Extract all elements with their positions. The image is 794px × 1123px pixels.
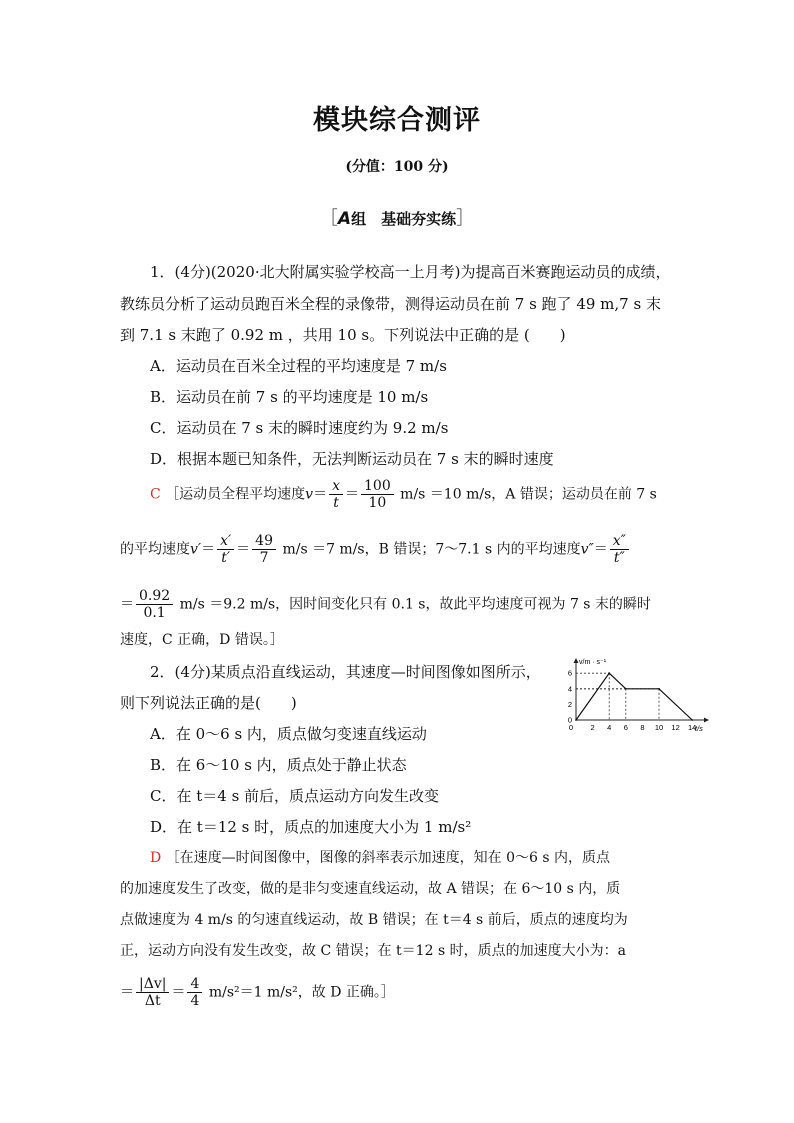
velocity-time-chart bbox=[560, 655, 710, 737]
q1-answer-line-3 bbox=[120, 588, 651, 621]
fraction-numerator: 49 bbox=[252, 533, 276, 550]
fraction-numerator: 4 bbox=[187, 976, 202, 993]
q2-option-c: C．在 t＝4 s 前后，质点运动方向发生改变 bbox=[150, 787, 440, 805]
x-axis-arrow bbox=[704, 718, 709, 723]
q2-answer-line-3: 点做速度为 4 m/s 的匀速直线运动，故 B 错误；在 t＝4 s 前后，质点的速度均为 bbox=[120, 912, 628, 928]
q2-answer-line-4: 正，运动方向没有发生改变，故 C 错误；在 t＝12 s 时，质点的加速度大小为：a bbox=[120, 943, 626, 959]
answer-text: m/s²＝1 m/s²，故 D 正确。］ bbox=[204, 984, 395, 1001]
equals-sign: ＝ bbox=[345, 486, 359, 503]
data-point bbox=[691, 719, 693, 721]
x-axis-label: t/s bbox=[695, 724, 703, 733]
q2-option-a: A．在 0～6 s 内，质点做匀变速直线运动 bbox=[150, 725, 427, 743]
q1-stem-line-3: 到 7.1 s 末跑了 0.92 m ，共用 10 s。下列说法中正确的是 ( ) bbox=[120, 326, 566, 344]
fraction bbox=[329, 478, 343, 511]
answer-text: 的平均速度 bbox=[120, 541, 190, 558]
y-tick-label: 2 bbox=[567, 699, 572, 709]
q1-answer-line-2 bbox=[120, 533, 631, 566]
equals-sign: ＝ bbox=[171, 984, 186, 1001]
fraction-denominator: t″ bbox=[613, 550, 625, 566]
q1-answer-line-4: 速度，C 正确，D 错误。］ bbox=[120, 632, 284, 648]
x-tick-label: 6 bbox=[623, 723, 628, 732]
fraction bbox=[610, 533, 629, 566]
x-tick-label: 4 bbox=[607, 723, 612, 732]
q2-stem-line-1: 2．(4分)某质点沿直线运动，其速度—时间图像如图所示， bbox=[150, 663, 541, 681]
q1-stem-line-1: 1．(4分)(2020·北大附属实验学校高一上月考)为提高百米赛跑运动员的成绩， bbox=[150, 263, 671, 281]
fraction-denominator: Δt bbox=[144, 993, 161, 1009]
page-title: 模块综合测评 bbox=[313, 105, 481, 136]
q1-option-a: A．运动员在百米全过程的平均速度是 7 m/s bbox=[150, 357, 447, 375]
q1-option-b: B．运动员在前 7 s 的平均速度是 10 m/s bbox=[150, 388, 429, 406]
y-tick-label: 0 bbox=[567, 715, 572, 725]
y-tick-label: 6 bbox=[567, 668, 572, 678]
data-point bbox=[575, 719, 577, 721]
fraction-numerator: x bbox=[329, 478, 343, 495]
q2-option-b: B．在 6～10 s 内，质点处于静止状态 bbox=[150, 756, 407, 774]
data-point bbox=[658, 688, 660, 690]
fraction-denominator: 4 bbox=[190, 993, 200, 1009]
answer-text: m/s ＝9.2 m/s，因时间变化只有 0.1 s，故此平均速度可视为 7 s 末的瞬时 bbox=[175, 596, 651, 613]
velocity-symbol: v′ bbox=[190, 541, 202, 558]
fraction bbox=[187, 976, 202, 1009]
y-axis-arrow bbox=[574, 658, 579, 663]
fraction bbox=[252, 533, 276, 566]
fraction-numerator: 100 bbox=[361, 478, 394, 495]
section-group: A bbox=[337, 209, 352, 229]
q2-stem-line-2: 则下列说法正确的是( ) bbox=[120, 694, 297, 712]
q1-stem-line-2: 教练员分析了运动员跑百米全程的录像带，测得运动员在前 7 s 跑了 49 m,7 s 末 bbox=[120, 295, 661, 313]
fraction bbox=[361, 478, 394, 511]
x-tick-label: 10 bbox=[654, 723, 664, 732]
x-tick-label: 0 bbox=[568, 723, 574, 732]
score-note: (分值：100 分) bbox=[345, 159, 449, 175]
q1-answer-text: ［运动员全程平均速度 bbox=[165, 486, 306, 503]
fraction bbox=[136, 976, 169, 1009]
q2-answer-letter: D bbox=[150, 850, 162, 866]
fraction-numerator: x″ bbox=[610, 533, 629, 550]
velocity-symbol: v bbox=[305, 486, 314, 503]
equals-sign: ＝ bbox=[120, 984, 134, 1001]
data-point bbox=[608, 672, 610, 674]
equals-sign: ＝ bbox=[236, 541, 251, 558]
q2-answer-line-2: 的加速度发生了改变，做的是非匀变速直线运动，故 A 错误；在 6～10 s 内，质 bbox=[120, 881, 621, 897]
q1-option-d: D．根据本题已知条件，无法判断运动员在 7 s 末的瞬时速度 bbox=[150, 450, 554, 468]
section-bracket-left: ［ bbox=[319, 208, 338, 229]
data-point bbox=[625, 688, 627, 690]
x-tick-label: 12 bbox=[671, 723, 680, 732]
section-heading bbox=[0, 204, 794, 230]
fraction bbox=[217, 533, 234, 566]
velocity-series-line bbox=[576, 673, 692, 720]
answer-text: ［在速度—时间图像中，图像的斜率表示加速度，知在 0～6 s 内，质点 bbox=[165, 850, 611, 866]
fraction-numerator: 0.92 bbox=[136, 588, 173, 605]
fraction-denominator: 0.1 bbox=[143, 605, 166, 621]
fraction-denominator: 10 bbox=[368, 495, 387, 511]
q2-option-d: D．在 t＝12 s 时，质点的加速度大小为 1 m/s² bbox=[150, 818, 472, 836]
equals-sign: ＝ bbox=[313, 486, 328, 503]
fraction bbox=[136, 588, 173, 621]
q2-answer-line-1 bbox=[150, 848, 610, 868]
section-bracket-right: ］ bbox=[456, 208, 475, 229]
x-tick-label: 8 bbox=[640, 723, 645, 732]
equals-sign: ＝ bbox=[593, 541, 608, 558]
equals-sign: ＝ bbox=[201, 541, 216, 558]
q1-option-c: C．运动员在 7 s 末的瞬时速度约为 9.2 m/s bbox=[150, 419, 449, 437]
q1-answer-line-1 bbox=[150, 478, 657, 511]
y-tick-label: 4 bbox=[567, 684, 572, 694]
q1-answer-letter: C bbox=[150, 486, 161, 503]
section-label: 组 基础夯实练 bbox=[351, 210, 457, 228]
x-tick-label: 14 bbox=[688, 723, 697, 732]
x-tick-label: 2 bbox=[590, 723, 595, 732]
fraction-numerator: |Δv| bbox=[136, 976, 169, 993]
fraction-denominator: 7 bbox=[259, 550, 269, 566]
velocity-symbol: v″ bbox=[580, 541, 594, 558]
fraction-denominator: t′ bbox=[221, 550, 231, 566]
answer-text: m/s ＝10 m/s，A 错误；运动员在前 7 s bbox=[395, 486, 657, 503]
fraction-denominator: t bbox=[333, 495, 339, 511]
equals-sign: ＝ bbox=[120, 596, 134, 613]
y-axis-label: v/m · s⁻¹ bbox=[579, 659, 607, 666]
answer-text: m/s ＝7 m/s，B 错误；7～7.1 s 内的平均速度 bbox=[278, 541, 581, 558]
fraction-numerator: x′ bbox=[217, 533, 234, 550]
q2-answer-line-5 bbox=[120, 976, 395, 1009]
